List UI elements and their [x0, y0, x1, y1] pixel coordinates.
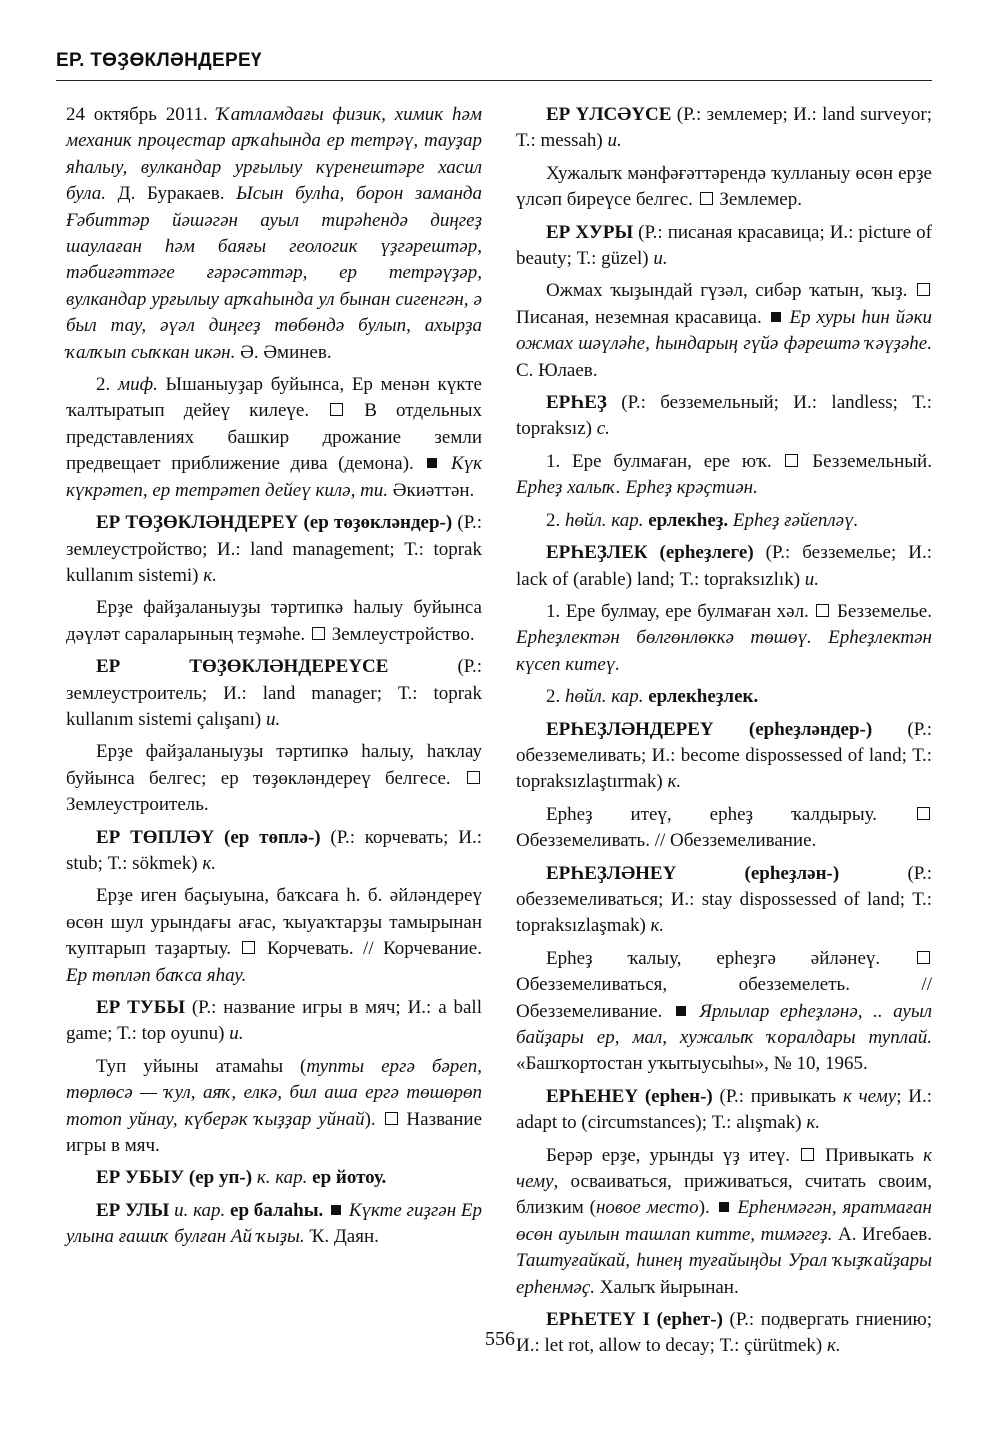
- translation-box-icon: [312, 627, 325, 640]
- equivalents: (Р.: безземельный; И.: landless; Т.: topraksız): [516, 392, 932, 440]
- example-square-icon: [719, 1202, 729, 1212]
- sense-number: 2.: [96, 374, 118, 396]
- part-of-speech: к.: [203, 564, 217, 586]
- sense-1: [516, 449, 932, 502]
- label: һөйл. кар.: [565, 509, 644, 531]
- definition: Ерһеҙ итеү, ерһеҙ ҡалдырыу.: [546, 803, 915, 825]
- headword: ЕРҺЕТЕҮ I (ерһет-): [546, 1309, 723, 1331]
- definition: ).: [364, 1108, 383, 1130]
- definition-para: [66, 883, 482, 989]
- label: миф.: [117, 374, 158, 396]
- equivalents: (Р.: название игры в мяч; И.: a ball game; Т.: top oyunu): [66, 997, 482, 1045]
- translation: Землемер.: [714, 189, 802, 211]
- entry-header: [516, 220, 932, 273]
- equivalents: (Р.: землеустроитель; И.: land manager; Т.: toprak kullanım sistemi çalışanı): [66, 656, 482, 730]
- source: Ә. Әминев.: [235, 341, 332, 363]
- entry-header: [516, 390, 932, 443]
- equivalents: (Р.: землеустройство; И.: land management; Т.: toprak kullanım sistemi): [66, 512, 482, 586]
- definition-para: [516, 161, 932, 214]
- sense-number: 2.: [546, 509, 565, 531]
- example: Ерһеҙ халыҡ. Ерһеҙ крәҫтиән.: [516, 477, 758, 499]
- right-column: [516, 102, 932, 1366]
- definition: Ерһеҙ ҡалыу, ерһеҙгә әйләнеү.: [546, 947, 915, 969]
- source: Д. Буракаев.: [106, 183, 237, 205]
- translation: Название игры в мяч.: [66, 1108, 483, 1157]
- source: Ҡ. Даян.: [304, 1226, 379, 1248]
- translation: Безземельный.: [800, 450, 932, 472]
- translation-italic: к чему: [516, 1144, 932, 1193]
- example-square-icon: [771, 312, 781, 322]
- example: Ерһеҙлектән бөлгөнлөккә төшөү. Ерһеҙлектән күсеп китеү.: [516, 627, 932, 675]
- translation: Обезземеливать. // Обезземеливание.: [516, 830, 817, 852]
- translation-box-icon: [785, 454, 798, 467]
- cross-reference: ерлекһеҙлек.: [643, 686, 759, 708]
- headword: ЕР ТӨҘӨКЛӘНДЕРЕҮ (ер төҙөкләндер-): [96, 512, 453, 534]
- cross-reference: ер балаһы.: [225, 1199, 324, 1221]
- headword: ЕР ҮЛСӘҮСЕ: [546, 104, 672, 125]
- equivalents-italic: к чему: [842, 1085, 897, 1107]
- source: Халыҡ йырынан.: [595, 1276, 739, 1298]
- cross-reference: ер йотоу.: [307, 1167, 387, 1189]
- source: Әкиәттән.: [388, 479, 475, 501]
- translation: В отдельных представлениях башкир дрожание земли предвещает приближение дива (демона).: [66, 400, 482, 475]
- definition-para: [516, 802, 932, 855]
- part-of-speech: к.: [806, 1112, 821, 1134]
- entry-header: [516, 102, 932, 155]
- page-number: 556: [485, 1328, 515, 1350]
- entry-header: [66, 654, 482, 733]
- definition: Берәр ерҙе, урынды үҙ итеү.: [546, 1144, 800, 1166]
- translation: ).: [698, 1197, 716, 1219]
- translation: Землеустроитель.: [66, 794, 209, 816]
- equivalents: (Р.: подвергать гниению; И.: let rot, allow to decay; Т.: çürütmek): [516, 1309, 932, 1357]
- translation: Землеустройство.: [326, 623, 475, 645]
- definition: Туп уйыны атамаһы (: [96, 1055, 307, 1077]
- translation: Корчевать. // Корчевание.: [257, 938, 482, 960]
- example: Күк күкрәтеп, ер тетрәтеп дейеү килә, ти.: [66, 453, 482, 501]
- part-of-speech: к.: [650, 915, 665, 937]
- example: Ер төпләп баҡса яһау.: [66, 964, 247, 986]
- example: Таштуғайкай, һинең туғайыңды Урал ҡыҙҡайҙары ерһенмәҫ.: [516, 1250, 932, 1298]
- translation-italic: новое место: [595, 1197, 699, 1219]
- headword: ЕР ТУБЫ: [96, 997, 185, 1018]
- part-of-speech: и. кар.: [169, 1199, 226, 1221]
- translation-box-icon: [917, 951, 930, 964]
- translation-box-icon: [917, 283, 930, 296]
- entry-header: [66, 1165, 482, 1191]
- equivalents: (Р.: привыкать: [712, 1085, 843, 1107]
- definition: 1. Ере булмау, ере булмаған хәл.: [546, 600, 815, 622]
- date-text: 24 октябрь 2011.: [66, 104, 217, 125]
- definition-para: [66, 1054, 482, 1160]
- definition-italic: тупты ергә бәреп, төрлөсә — ҡул, аяҡ, елкә, бил аша ергә төшөрөп тотоп уйнау, күберәк ҡыҙҙар уйнай: [66, 1055, 482, 1130]
- headword: ЕР ТӨҘӨКЛӘНДЕРЕҮСЕ: [96, 656, 389, 678]
- translation: Обезземеливаться, обезземелеть. // Обезземеливание.: [516, 974, 932, 1022]
- part-of-speech: и.: [229, 1023, 244, 1045]
- part-of-speech: к.: [202, 852, 217, 874]
- sense-2: [66, 372, 482, 504]
- headword: ЕРҺЕНЕҮ (ерһен-): [546, 1085, 713, 1107]
- translation-box-icon: [330, 403, 343, 416]
- header-rule: [56, 80, 932, 81]
- entry-header: [66, 825, 482, 878]
- translation-box-icon: [917, 807, 930, 820]
- translation: Безземелье.: [831, 600, 932, 622]
- definition: Ожмах ҡыҙындай гүзәл, сибәр ҡатын, ҡыҙ.: [546, 280, 915, 302]
- definition-para: [516, 946, 932, 1078]
- headword: ЕРҺЕҘЛӘНДЕРЕҮ (ерһеҙләндер-): [546, 718, 873, 740]
- entry-header: [516, 717, 932, 796]
- running-head: ЕР. ТӨҘӨКЛӘНДЕРЕҮ: [56, 50, 262, 71]
- headword: ЕР ТӨПЛӘҮ (ер төплә-): [96, 826, 321, 848]
- definition: Ерҙе файҙаланыуҙы тәртипкә һалыу, һаҡлау буйынса белгес; ер төҙөкләндереү белгесе.: [66, 741, 482, 789]
- left-column: [66, 102, 482, 1257]
- equivalents: (Р.: корчевать; И.: stub; Т.: sökmek): [66, 826, 482, 874]
- part-of-speech: к. кар.: [252, 1167, 308, 1189]
- definition: Ерҙе файҙаланыуҙы тәртипкә һалыу буйынса дәүләт сараларының теҙмәһе.: [66, 597, 482, 645]
- definition: Ышаныуҙар буйынса, Ер менән күкте ҡалтыратып дейеү килеүе.: [66, 374, 482, 422]
- entry-header: [66, 510, 482, 589]
- sense-1: [516, 599, 932, 678]
- example: Ысын булһа, борон заманда Ғәбиттәр йәшәгән ауыл тирәһендә диңгеҙ шаулаған һәм баяғы геологик үҙгәрештәр, тәбиғәттәге ғәрәсәттәр, ер тетрәүҙәр, вулкандар урғылыу арҡаһында ул бынан сигенгән, ә был тау, әүәл диңгеҙ төбөндә булып, ахырҙа ҡалҡып сыҡкан икән.: [66, 183, 482, 363]
- headword: ЕР УЛЫ: [96, 1199, 170, 1221]
- translation-box-icon: [801, 1148, 814, 1161]
- definition: Хужалыҡ мәнфәғәттәрендә ҡулланыу өсөн ерҙе үлсәп биреүсе белгес.: [516, 162, 932, 211]
- translation: , осваиваться, приживаться, считать своим, близким (: [516, 1171, 932, 1219]
- example: Күкте гиҙгән Ер улына ғашиҡ булған Ай ҡыҙы.: [66, 1199, 482, 1248]
- part-of-speech: и.: [804, 568, 820, 590]
- sense-number: 2.: [546, 686, 565, 708]
- entry-header: [66, 1198, 482, 1251]
- translation: Писаная, неземная красавица.: [516, 306, 768, 328]
- equivalents: (Р.: землемер; И.: land surveyor; Т.: messah): [516, 104, 933, 152]
- source: «Башҡортостан уҡытыусыһы», № 10, 1965.: [516, 1053, 868, 1075]
- example-square-icon: [331, 1205, 341, 1215]
- equivalents: (Р.: обезземеливаться; И.: stay dispossessed of land; Т.: topraksızlaşmak): [516, 862, 932, 937]
- definition-para: [516, 1143, 932, 1301]
- equivalents: (Р.: безземелье; И.: lack of (arable) land; Т.: topraksızlık): [516, 542, 932, 590]
- equivalents: (Р.: обезземеливать; И.: become dispossessed of land; Т.: topraksızlaştırmak): [516, 718, 932, 793]
- headword: ЕР ХУРЫ: [546, 221, 634, 243]
- definition: Ерҙе иген баҫыуына, баҡсаға һ. б. әйләндереү өсөн шул урындағы ағас, ҡыуаҡтарҙы тамырынан ҡуптарып таҙартыу.: [66, 885, 482, 960]
- equivalents: ; И.: adapt to (circumstances); Т.: alışmak): [516, 1085, 932, 1134]
- headword: ЕРҺЕҘЛЕК (ерһеҙлеге): [546, 542, 754, 564]
- translation-box-icon: [700, 192, 713, 205]
- definition-para: [66, 595, 482, 648]
- entry-header: [516, 540, 932, 593]
- example: Ер хуры һин йәки ожмах шәүләһе, һындарың гүйә фәрештә ҡәүҙәһе.: [516, 306, 932, 355]
- part-of-speech: с.: [596, 418, 610, 440]
- example-square-icon: [427, 458, 437, 468]
- translation-box-icon: [242, 941, 255, 954]
- headword: ЕРҺЕҘ: [546, 392, 607, 414]
- headword: ЕРҺЕҘЛӘНЕҮ (ерһеҙлән-): [546, 862, 840, 884]
- source: С. Юлаев.: [516, 359, 598, 381]
- cross-reference: ерлекһеҙ.: [643, 509, 729, 531]
- part-of-speech: и.: [653, 248, 668, 270]
- example: Ҡатламдағы физик, химик һәм механик процестар арҡаһында ер тетрәү, тауҙар яһалыу, вулкандар урғылыу күренештәре хасил була.: [66, 104, 483, 205]
- example: Ерһеҙ ғәйепләү.: [728, 509, 859, 531]
- part-of-speech: и.: [266, 708, 281, 730]
- entry-header: [516, 1084, 932, 1137]
- translation: Привыкать: [816, 1144, 924, 1166]
- equivalents: (Р.: писаная красавица; И.: picture of beauty; Т.: güzel): [516, 221, 932, 270]
- definition-para: [516, 278, 932, 384]
- translation-box-icon: [816, 604, 829, 617]
- entry-header: [516, 861, 932, 940]
- source: А. Игебаев.: [832, 1223, 932, 1245]
- translation-box-icon: [467, 771, 480, 784]
- part-of-speech: к.: [667, 771, 682, 793]
- entry-header: [66, 995, 482, 1048]
- sense-2: [516, 684, 932, 710]
- entry-continuation: [66, 102, 482, 366]
- part-of-speech: и.: [607, 130, 622, 152]
- label: һөйл. кар.: [565, 686, 644, 708]
- sense-2: [516, 508, 932, 534]
- example-square-icon: [676, 1006, 686, 1016]
- headword: ЕР УБЫУ (ер уп-): [96, 1167, 253, 1189]
- part-of-speech: к.: [826, 1335, 841, 1357]
- definition-para: [66, 739, 482, 818]
- translation-box-icon: [385, 1112, 398, 1125]
- example: Ярлылар ерһеҙләнә, .. ауыл байҙары ер, мал, хужалыҡ ҡоралдары туплай.: [516, 1000, 933, 1048]
- definition: 1. Ере булмаған, ере юҡ.: [546, 450, 784, 472]
- example: Ерһенмәгән, яратмаған өсөн ауылын ташлап китте, тимәгеҙ.: [516, 1197, 932, 1245]
